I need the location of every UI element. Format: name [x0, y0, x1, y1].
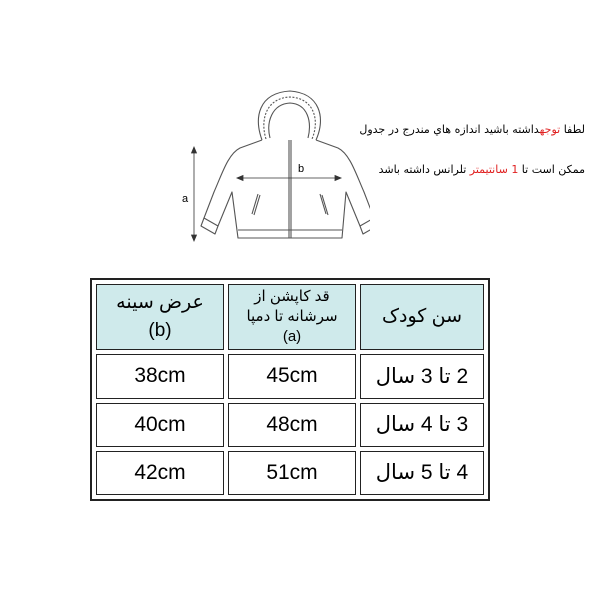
measure-b-arrow-left	[237, 176, 243, 181]
header-text: سرشانه تا دمپا	[246, 308, 338, 326]
header-text: (a)	[282, 328, 302, 346]
hood-outline	[258, 91, 320, 140]
left-pocket	[252, 194, 260, 215]
right-cuff	[360, 218, 370, 234]
table-row	[96, 403, 484, 447]
table-row	[96, 451, 484, 495]
jacket-diagram	[170, 88, 370, 248]
note-text: لطفا	[560, 123, 585, 136]
header-text: عرض سینه	[116, 292, 204, 314]
cell-age: 4 تا 5 سال	[360, 451, 484, 495]
note-text: ممکن است تا	[518, 163, 585, 176]
note-text: داشته باشید اندازه هاي مندرج در جدول	[359, 123, 540, 136]
left-cuff	[201, 218, 218, 234]
tolerance-note-line2	[355, 162, 585, 177]
label-b: b	[298, 163, 305, 175]
tolerance-note-line1	[355, 122, 585, 137]
header-length	[228, 284, 356, 350]
note-highlight: 1 سانتیمتر	[469, 163, 519, 176]
header-text: قد کاپشن از	[254, 288, 330, 306]
jacket-body	[204, 140, 370, 238]
measure-a-arrow-top	[192, 147, 197, 153]
right-pocket	[320, 194, 328, 215]
cell-age: 3 تا 4 سال	[360, 403, 484, 447]
cell-chest: 42cm	[96, 451, 224, 495]
measure-a-arrow-bottom	[192, 235, 197, 241]
zipper-line	[289, 140, 291, 238]
cell-chest: 38cm	[96, 354, 224, 398]
size-table	[90, 278, 490, 501]
table-header-row	[96, 284, 484, 350]
label-a: a	[182, 193, 189, 205]
hood-opening	[269, 103, 310, 138]
header-text: (b)	[148, 320, 172, 342]
measure-b-arrow-right	[335, 176, 341, 181]
note-highlight: توجه	[539, 123, 561, 136]
header-chest-width	[96, 284, 224, 350]
cell-length: 48cm	[228, 403, 356, 447]
cell-chest: 40cm	[96, 403, 224, 447]
cell-length: 45cm	[228, 354, 356, 398]
header-age: سن کودک	[360, 284, 484, 350]
note-text: تلرانس داشته باشد	[378, 163, 470, 176]
cell-age: 2 تا 3 سال	[360, 354, 484, 398]
cell-length: 51cm	[228, 451, 356, 495]
table-row	[96, 354, 484, 398]
